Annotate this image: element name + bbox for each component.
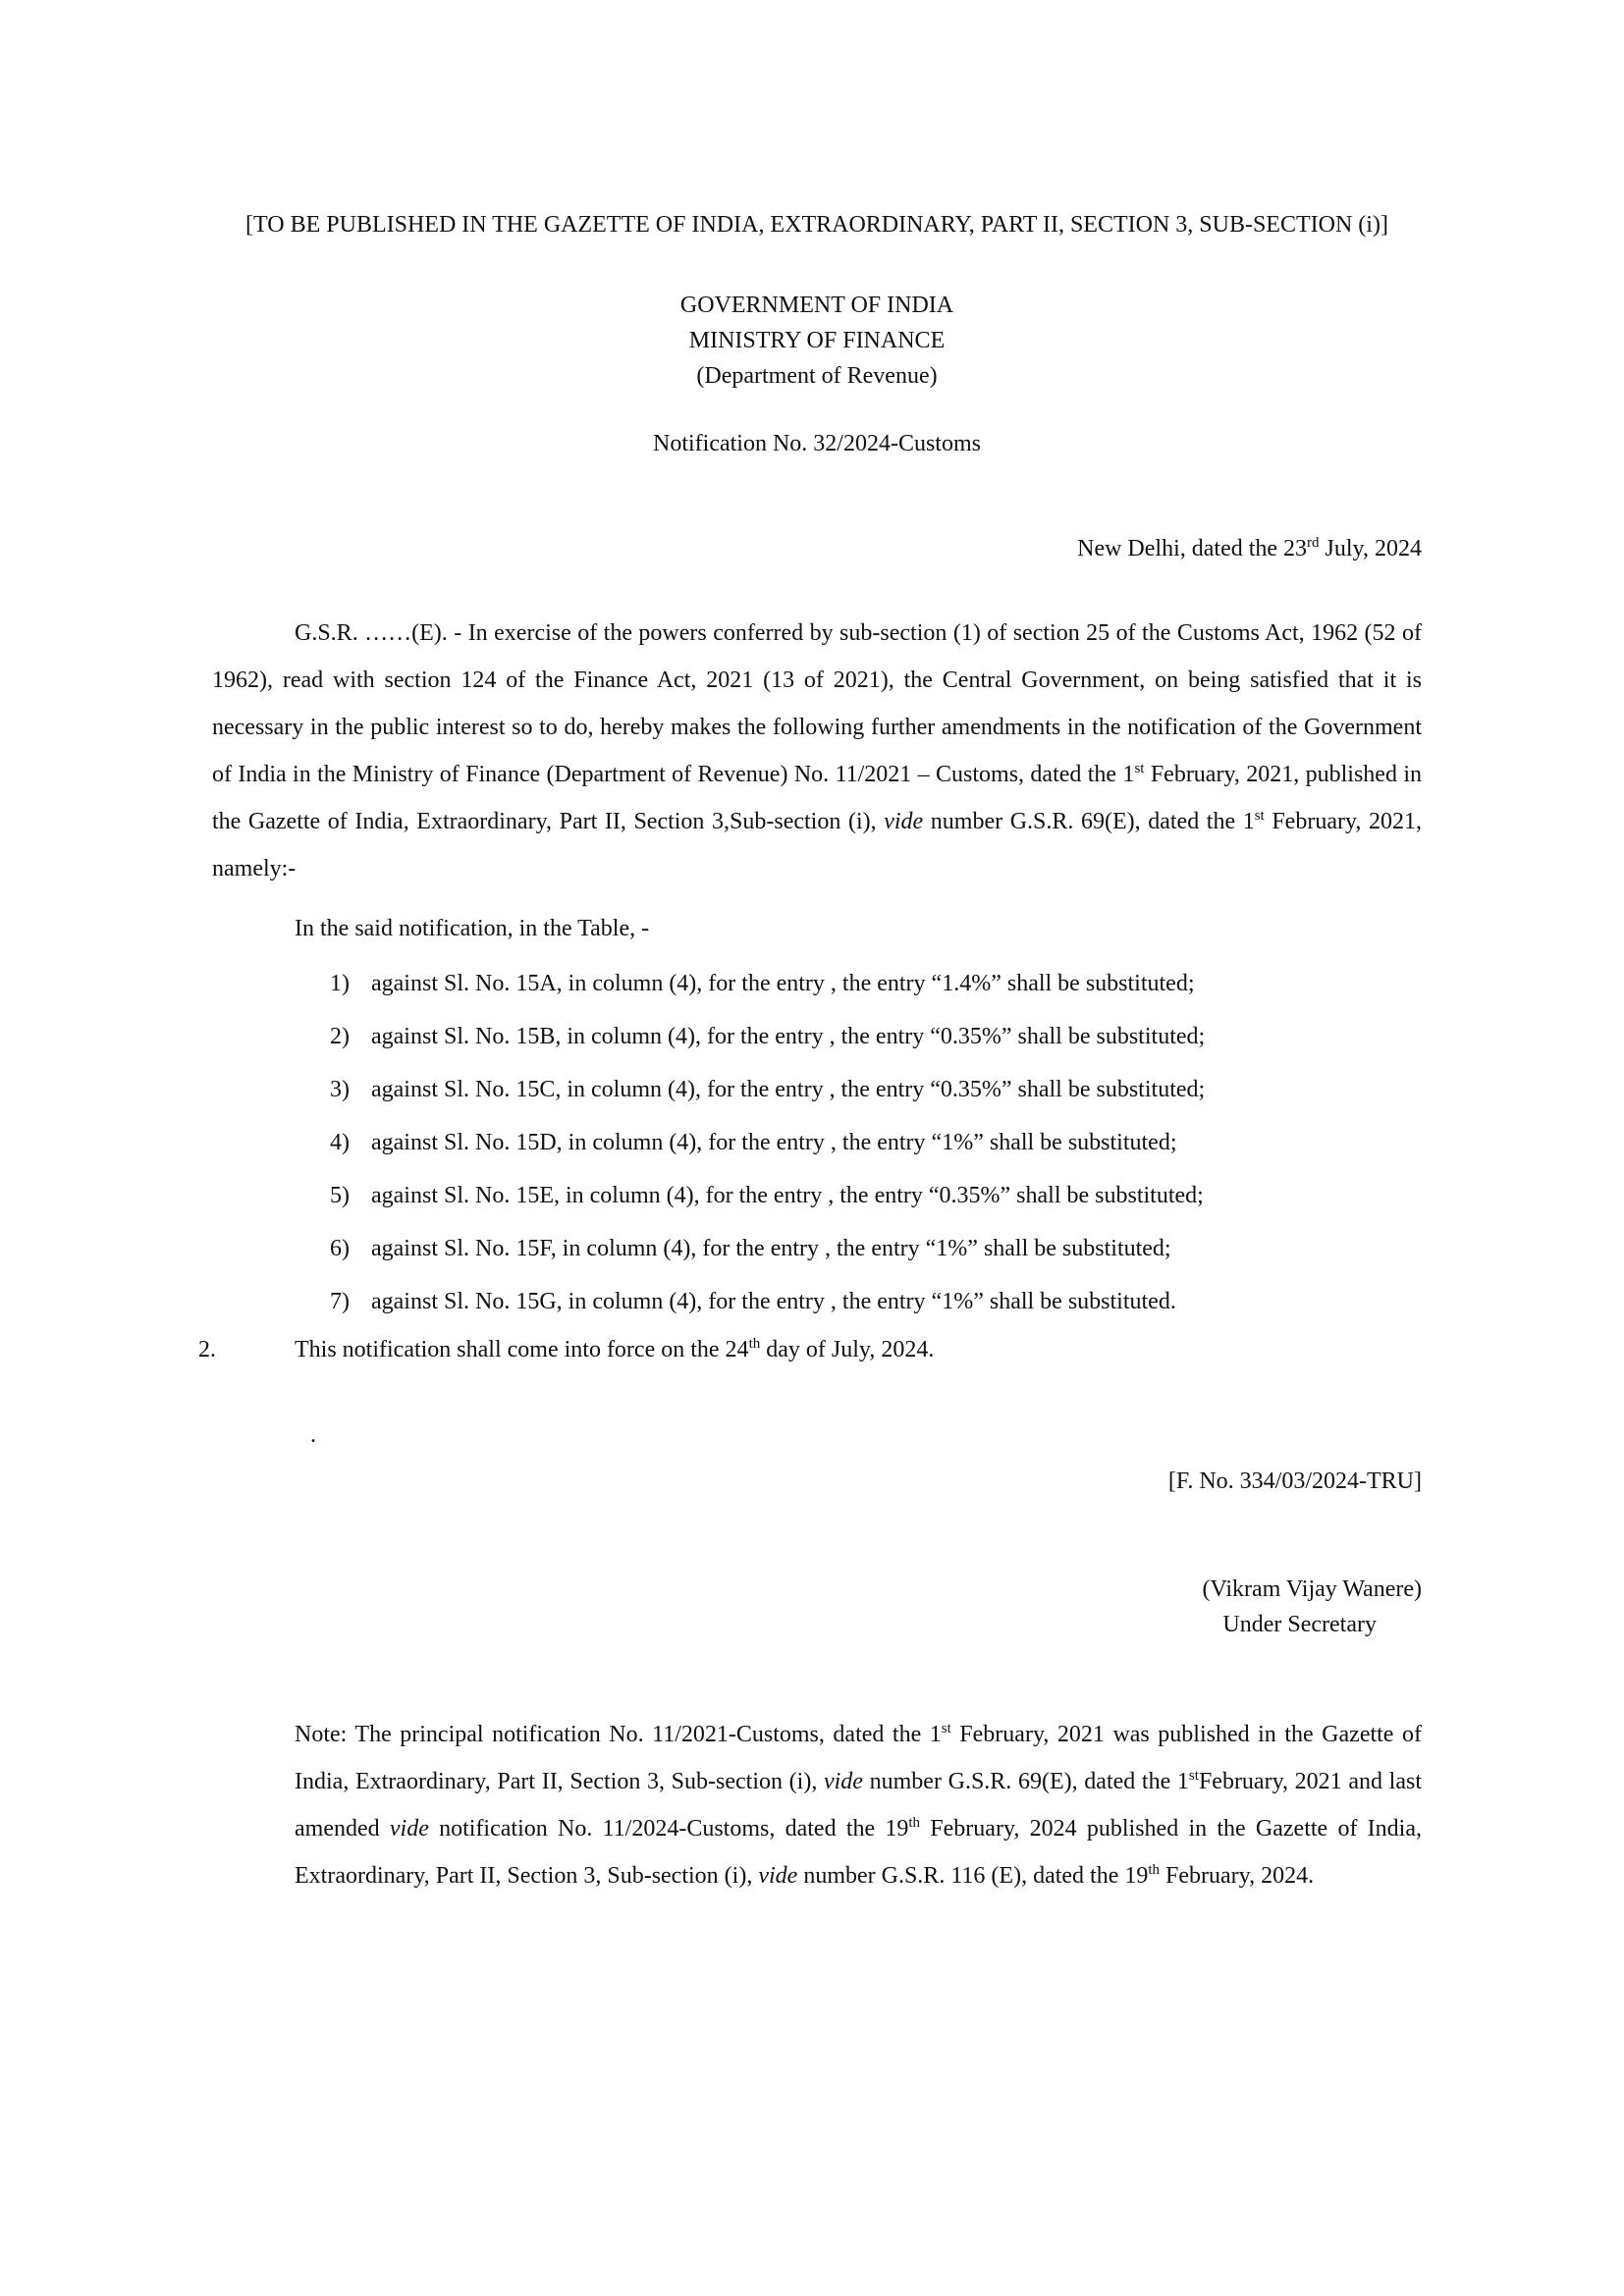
gazette-publication-line: [TO BE PUBLISHED IN THE GAZETTE OF INDIA, EXTRAORDINARY, PART II, SECTION 3, SUB-SECTION (i)] [245,212,1388,238]
list-item [212,966,1422,1001]
commencement-prefix: This notification shall come into force on the 24 [295,1337,749,1362]
note-text-4: February, 2021 and last amended [295,1769,1423,1842]
government-name: GOVERNMENT OF INDIA [679,293,954,318]
amendment-number: 4) [330,1130,350,1155]
main-para-text-1: G.S.R. ……(E). - In exercise of the powers conferred by sub-section (1) of section 25 of the Customs Act, 1962 (52 of 1962), read with section 124 of the Finance Act, 2021 (13 of 2021), the Central Government, on being satisfied that it is necessary in the public interest so to do, hereby makes the following further amendments in the notification of the Government of India in the Ministry of Finance (Department of Revenue) No. 11/2021 – Customs, dated the 1 [212,620,1422,787]
date-ordinal: rd [1307,535,1320,551]
paragraph-number: 2. [198,1337,216,1362]
list-item [212,1284,1422,1319]
main-para-text-4: February, 2021, namely:- [212,809,1423,881]
note-text-3: number G.S.R. 69(E), dated the 1 [862,1769,1189,1794]
note-text-5: notification No. 11/2024-Customs, dated the 19 [428,1816,909,1842]
amendment-text: against Sl. No. 15C, in column (4), for the entry , the entry “0.35%” shall be substituted; [371,1077,1206,1102]
amendment-text: against Sl. No. 15B, in column (4), for the entry , the entry “0.35%” shall be substituted; [371,1024,1206,1049]
amendment-text: against Sl. No. 15A, in column (4), for the entry , the entry “1.4%” shall be substituted; [371,971,1195,996]
date-suffix: July, 2024 [1319,536,1422,561]
main-para-text-3: number G.S.R. 69(E), dated the 1 [923,809,1255,834]
stray-dot: . [310,1422,316,1448]
amendment-number: 7) [330,1289,350,1314]
main-para-sup-2: st [1254,808,1265,824]
note-paragraph [295,1711,1422,1899]
amendment-number: 5) [330,1183,350,1208]
list-item [212,1178,1422,1213]
note-text-8: February, 2024. [1160,1863,1315,1889]
main-paragraph [212,610,1422,892]
signatory-designation: Under Secretary [1222,1612,1377,1637]
department-name: (Department of Revenue) [696,363,938,389]
list-item [212,1019,1422,1054]
note-text-2: February, 2021 was published in the Gazette of India, Extraordinary, Part II, Section 3, Sub-section (i), [295,1722,1422,1794]
signatory-name: (Vikram Vijay Wanere) [1202,1576,1422,1602]
amendment-list [212,966,1422,1319]
amendment-text: against Sl. No. 15G, in column (4), for the entry , the entry “1%” shall be substituted. [371,1289,1176,1314]
note-text-7: number G.S.R. 116 (E), dated the 19 [797,1863,1149,1889]
amendment-number: 2) [330,1024,350,1049]
note-sup-4: th [1148,1862,1161,1878]
amendment-text: against Sl. No. 15E, in column (4), for the entry , the entry “0.35%” shall be substituted; [371,1183,1204,1208]
date-prefix: New Delhi, dated the 23 [1077,536,1308,561]
amendment-number: 3) [330,1077,350,1102]
amendment-text: against Sl. No. 15D, in column (4), for the entry , the entry “1%” shall be substituted; [371,1130,1177,1155]
note-text-6: February, 2024 published in the Gazette of India, Extraordinary, Part II, Section 3, Sub-section (i), [295,1816,1422,1889]
commencement-text [295,1337,934,1363]
note-text-1: Note: The principal notification No. 11/2021-Customs, dated the 1 [295,1722,942,1747]
main-para-sup-1: st [1134,761,1145,776]
list-item [212,1231,1422,1266]
file-number: [F. No. 334/03/2024-TRU] [1167,1468,1422,1494]
list-item [212,1072,1422,1107]
issuing-authority [212,288,1422,394]
note-sup-1: st [941,1721,951,1736]
ministry-name: MINISTRY OF FINANCE [688,328,946,353]
notification-number: Notification No. 32/2024-Customs [653,431,981,456]
note-vide-1: vide [823,1769,863,1794]
note-vide-3: vide [758,1863,798,1889]
table-intro: In the said notification, in the Table, - [295,916,650,941]
amendment-number: 6) [330,1236,350,1261]
list-item [212,1125,1422,1160]
note-vide-2: vide [389,1816,429,1842]
amendment-number: 1) [330,971,350,996]
date-line [212,536,1422,562]
main-para-vide: vide [884,809,924,834]
notification-page [198,201,1423,1923]
note-sup-2: st [1188,1768,1199,1784]
commencement-suffix: day of July, 2024. [760,1337,935,1362]
main-para-text-2: February, 2021, published in the Gazette of India, Extraordinary, Part II, Section 3,Sub-section (i), [212,762,1422,834]
signature-block [212,1572,1422,1642]
note-sup-3: th [908,1815,921,1831]
commencement-ordinal: th [748,1336,761,1352]
amendment-text: against Sl. No. 15F, in column (4), for the entry , the entry “1%” shall be substituted; [371,1236,1171,1261]
commencement-paragraph [198,1337,1422,1363]
